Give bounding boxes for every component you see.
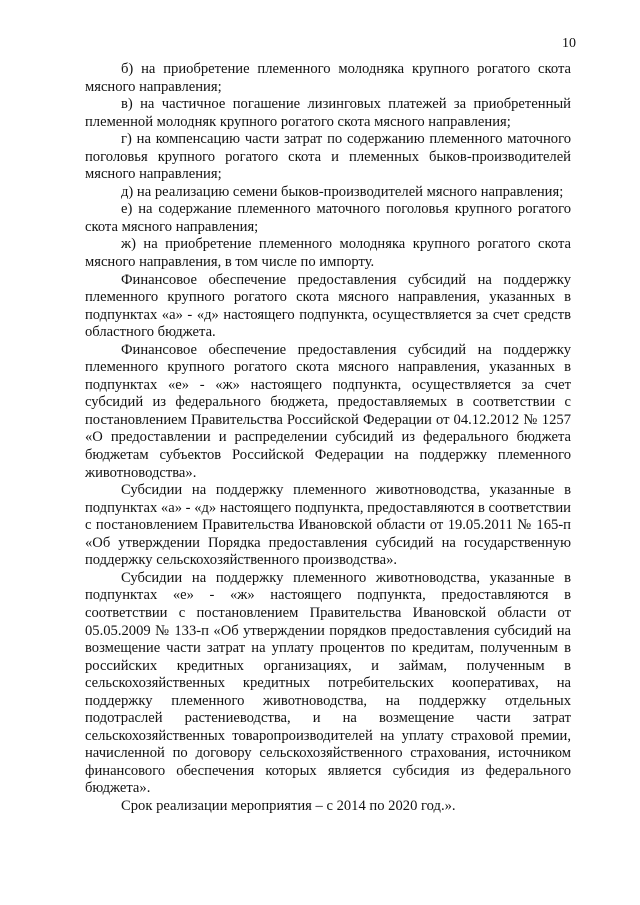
list-item-b: б) на приобретение племенного молодняка крупного рогатого скота мясного направления;: [85, 61, 571, 95]
paragraph-subsidies-e-zh: Субсидии на поддержку племенного животноводства, указанные в подпунктах «е» - «ж» настоящего подпункта, предоставляются в соответствии с постановлением Правительства Ивановской области от 05.05.2009 № 133-п «Об утверждении порядков предоставления субсидий на возмещение части затрат на уплату процентов по кредитам, полученным в российских кредитных организациях, и займам, полученным в сельскохозяйственных кредитных потребительских кооперативах, на поддержку племенного животноводства, на поддержку отдельных подотраслей растениеводства, и на возмещение части затрат сельскохозяйственных товаропроизводителей на уплату страховой премии, начисленной по договору сельскохозяйственного страхования, источником финансового обеспечения которых является субсидия из федерального бюджета».: [85, 569, 571, 797]
list-item-e: е) на содержание племенного маточного поголовья крупного рогатого скота мясного направления;: [85, 201, 571, 235]
paragraph-subsidies-a-d: Субсидии на поддержку племенного животноводства, указанные в подпунктах «а» - «д» настоящего подпункта, предоставляются в соответствии с постановлением Правительства Ивановской области от 19.05.2011 № 165-п «Об утверждении Порядка предоставления субсидий на государственную поддержку сельскохозяйственного производства».: [85, 482, 571, 569]
paragraph-implementation-period: Срок реализации мероприятия – с 2014 по 2020 год.».: [121, 797, 456, 814]
list-item-zh: ж) на приобретение племенного молодняка крупного рогатого скота мясного направления, в том числе по импорту.: [85, 236, 571, 271]
page-number: 10: [562, 36, 576, 51]
list-item-v: в) на частичное погашение лизинговых платежей за приобретенный племенной молодняк крупного рогатого скота мясного направления;: [85, 96, 571, 130]
paragraph-federal-funding: Финансовое обеспечение предоставления субсидий на поддержку племенного крупного рогатого скота мясного направления, указанных в подпунктах «е» - «ж» настоящего подпункта, осуществляется за счет субсидий из федерального бюджета, предоставляемых в соответствии с постановлением Правительства Российской Федерации от 04.12.2012 № 1257 «О предоставлении и распределении субсидий из федерального бюджета бюджетам субъектов Российской Федерации на поддержку племенного животноводства».: [85, 341, 571, 481]
list-item-d: д) на реализацию семени быков-производителей мясного направления;: [121, 183, 564, 200]
paragraph-regional-funding: Финансовое обеспечение предоставления субсидий на поддержку племенного крупного рогатого скота мясного направления, указанных в подпунктах «а» - «д» настоящего подпункта, осуществляется за счет средств областного бюджета.: [85, 271, 571, 341]
list-item-g: г) на компенсацию части затрат по содержанию племенного маточного поголовья крупного рогатого скота и племенных быков-производителей мясного направления;: [85, 131, 571, 183]
document-body: [85, 61, 571, 816]
